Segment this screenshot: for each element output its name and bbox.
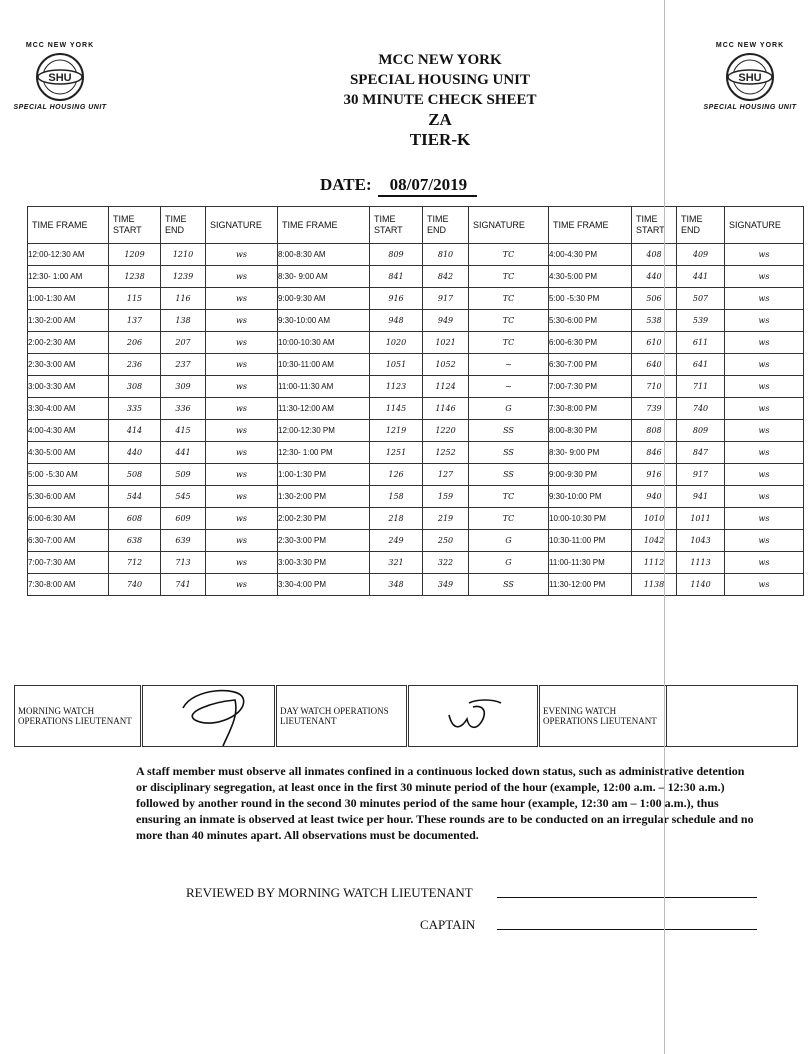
time-frame-cell: 8:30- 9:00 PM — [549, 442, 632, 464]
time-frame-cell: 11:30-12:00 AM — [278, 398, 370, 420]
signature-cell[interactable]: ws — [725, 332, 804, 354]
time-frame-cell: 6:30-7:00 PM — [549, 354, 632, 376]
time-start-cell[interactable]: 506 — [632, 288, 677, 310]
time-end-cell[interactable]: 545 — [161, 486, 206, 508]
column-header: TIME START — [370, 207, 423, 244]
time-end-cell[interactable]: 415 — [161, 420, 206, 442]
time-frame-cell: 6:30-7:00 AM — [28, 530, 109, 552]
time-end-cell[interactable]: 441 — [677, 266, 725, 288]
time-start-cell[interactable]: 1251 — [370, 442, 423, 464]
time-start-cell[interactable]: 335 — [109, 398, 161, 420]
signature-cell[interactable]: ws — [206, 332, 278, 354]
time-end-cell[interactable]: 810 — [423, 244, 469, 266]
signature-cell[interactable]: ws — [206, 244, 278, 266]
signature-cell[interactable]: ws — [725, 310, 804, 332]
time-start-cell[interactable]: 137 — [109, 310, 161, 332]
table-row — [28, 574, 804, 596]
time-start-cell[interactable]: 808 — [632, 420, 677, 442]
time-frame-cell: 6:00-6:30 PM — [549, 332, 632, 354]
table-row — [28, 442, 804, 464]
time-end-cell[interactable]: 1011 — [677, 508, 725, 530]
column-header: TIME END — [161, 207, 206, 244]
time-frame-cell: 10:00-10:30 PM — [549, 508, 632, 530]
signature-cell[interactable]: TC — [469, 486, 549, 508]
logo-top-text: MCC NEW YORK — [25, 42, 95, 49]
signature-cell[interactable]: TC — [469, 266, 549, 288]
time-start-cell[interactable]: 608 — [109, 508, 161, 530]
signature-cell[interactable]: ~ — [469, 354, 549, 376]
time-frame-cell: 6:00-6:30 AM — [28, 508, 109, 530]
time-start-cell[interactable]: 206 — [109, 332, 161, 354]
time-start-cell[interactable]: 712 — [109, 552, 161, 574]
evening-watch-label: EVENING WATCH OPERATIONS LIEUTENANT — [539, 686, 667, 747]
time-start-cell[interactable]: 809 — [370, 244, 423, 266]
document-header — [250, 50, 630, 150]
time-frame-cell: 3:00-3:30 PM — [278, 552, 370, 574]
time-frame-cell: 9:30-10:00 PM — [549, 486, 632, 508]
time-end-cell[interactable]: 138 — [161, 310, 206, 332]
time-frame-cell: 8:00-8:30 AM — [278, 244, 370, 266]
time-frame-cell: 8:00-8:30 PM — [549, 420, 632, 442]
time-end-cell[interactable]: 507 — [677, 288, 725, 310]
time-frame-cell: 7:00-7:30 PM — [549, 376, 632, 398]
signature-cell[interactable]: ws — [725, 574, 804, 596]
signature-cell[interactable]: ws — [725, 442, 804, 464]
reviewed-by-label: REVIEWED BY MORNING WATCH LIEUTENANT — [186, 885, 473, 900]
time-frame-cell: 5:00 -5:30 AM — [28, 464, 109, 486]
svg-text:SHU: SHU — [48, 72, 72, 84]
time-end-cell[interactable]: 847 — [677, 442, 725, 464]
time-frame-cell: 11:30-12:00 PM — [549, 574, 632, 596]
signature-cell[interactable]: ws — [725, 354, 804, 376]
time-end-cell[interactable]: 1124 — [423, 376, 469, 398]
time-frame-cell: 10:30-11:00 PM — [549, 530, 632, 552]
time-frame-cell: 3:30-4:00 AM — [28, 398, 109, 420]
shu-seal-icon — [725, 52, 775, 102]
signature-cell[interactable]: ws — [725, 376, 804, 398]
time-frame-cell: 10:00-10:30 AM — [278, 332, 370, 354]
time-start-cell[interactable]: 126 — [370, 464, 423, 486]
time-frame-cell: 9:00-9:30 PM — [549, 464, 632, 486]
signature-cell[interactable]: SS — [469, 442, 549, 464]
header-facility: MCC NEW YORK — [378, 52, 502, 68]
time-frame-cell: 11:00-11:30 AM — [278, 376, 370, 398]
time-end-cell[interactable]: 116 — [161, 288, 206, 310]
signature-cell[interactable]: SS — [469, 574, 549, 596]
time-frame-cell: 4:30-5:00 PM — [549, 266, 632, 288]
time-frame-cell: 11:00-11:30 PM — [549, 552, 632, 574]
logo-top-text: MCC NEW YORK — [715, 42, 785, 49]
svg-text:SHU: SHU — [738, 72, 762, 84]
time-start-cell[interactable]: 408 — [632, 244, 677, 266]
time-start-cell[interactable]: 1042 — [632, 530, 677, 552]
signature-cell[interactable]: TC — [469, 288, 549, 310]
time-frame-cell: 2:00-2:30 AM — [28, 332, 109, 354]
time-start-cell[interactable]: 610 — [632, 332, 677, 354]
time-end-cell[interactable]: 207 — [161, 332, 206, 354]
date-label: DATE: — [320, 175, 372, 194]
column-header: TIME END — [677, 207, 725, 244]
time-start-cell[interactable]: 1209 — [109, 244, 161, 266]
table-row — [28, 266, 804, 288]
header-sheet-title: 30 MINUTE CHECK SHEET — [343, 92, 537, 108]
signature-cell[interactable]: SS — [469, 420, 549, 442]
time-start-cell[interactable]: 940 — [632, 486, 677, 508]
time-frame-cell: 1:30-2:00 PM — [278, 486, 370, 508]
time-start-cell[interactable]: 440 — [632, 266, 677, 288]
time-end-cell[interactable]: 1146 — [423, 398, 469, 420]
column-header: TIME FRAME — [549, 207, 632, 244]
time-frame-cell: 1:00-1:30 PM — [278, 464, 370, 486]
time-frame-cell: 10:30-11:00 AM — [278, 354, 370, 376]
time-start-cell[interactable]: 236 — [109, 354, 161, 376]
time-frame-cell: 12:30- 1:00 AM — [28, 266, 109, 288]
time-start-cell[interactable]: 739 — [632, 398, 677, 420]
table-row — [28, 398, 804, 420]
time-start-cell[interactable]: 538 — [632, 310, 677, 332]
signature-cell[interactable]: TC — [469, 310, 549, 332]
watch-signoff-table — [14, 685, 798, 747]
table-row — [28, 354, 804, 376]
time-frame-cell: 4:30-5:00 AM — [28, 442, 109, 464]
time-end-cell[interactable]: 509 — [161, 464, 206, 486]
time-frame-cell: 4:00-4:30 PM — [549, 244, 632, 266]
logo-bottom-text: SPECIAL HOUSING UNIT — [13, 104, 107, 111]
table-row — [28, 464, 804, 486]
signature-cell[interactable]: ~ — [469, 376, 549, 398]
table-row — [28, 288, 804, 310]
day-signature-mark — [409, 693, 537, 739]
table-row — [28, 508, 804, 530]
signature-cell[interactable]: ws — [206, 310, 278, 332]
time-frame-cell: 7:00-7:30 AM — [28, 552, 109, 574]
time-start-cell[interactable]: 348 — [370, 574, 423, 596]
time-end-cell[interactable]: 609 — [161, 508, 206, 530]
time-frame-cell: 3:30-4:00 PM — [278, 574, 370, 596]
time-start-cell[interactable]: 841 — [370, 266, 423, 288]
time-end-cell[interactable]: 809 — [677, 420, 725, 442]
logo-bottom-text: SPECIAL HOUSING UNIT — [703, 104, 797, 111]
time-frame-cell: 3:00-3:30 AM — [28, 376, 109, 398]
signature-cell[interactable]: ws — [206, 574, 278, 596]
header-unit: SPECIAL HOUSING UNIT — [349, 72, 531, 88]
time-end-cell[interactable]: 842 — [423, 266, 469, 288]
signature-cell[interactable]: ws — [725, 266, 804, 288]
time-end-cell[interactable]: 1021 — [423, 332, 469, 354]
column-header: TIME START — [109, 207, 161, 244]
column-header: SIGNATURE — [469, 207, 549, 244]
time-end-cell[interactable]: 250 — [423, 530, 469, 552]
time-frame-cell: 5:00 -5:30 PM — [549, 288, 632, 310]
column-header: TIME FRAME — [278, 207, 370, 244]
time-start-cell[interactable]: 321 — [370, 552, 423, 574]
date-value: 08/07/2019 — [378, 175, 477, 197]
signature-cell[interactable]: ws — [206, 420, 278, 442]
signature-cell[interactable]: ws — [725, 508, 804, 530]
table-row — [28, 376, 804, 398]
time-frame-cell: 4:00-4:30 AM — [28, 420, 109, 442]
time-end-cell[interactable]: 711 — [677, 376, 725, 398]
time-end-cell[interactable]: 322 — [423, 552, 469, 574]
time-start-cell[interactable]: 440 — [109, 442, 161, 464]
time-frame-cell: 2:30-3:00 AM — [28, 354, 109, 376]
signature-cell[interactable]: ws — [206, 354, 278, 376]
signature-cell[interactable]: TC — [469, 332, 549, 354]
captain-label: CAPTAIN — [420, 917, 476, 932]
time-end-cell[interactable]: 1220 — [423, 420, 469, 442]
time-end-cell[interactable]: 639 — [161, 530, 206, 552]
signature-cell[interactable]: G — [469, 530, 549, 552]
signature-cell[interactable]: ws — [725, 530, 804, 552]
time-start-cell[interactable]: 948 — [370, 310, 423, 332]
time-start-cell[interactable]: 638 — [109, 530, 161, 552]
time-frame-cell: 9:30-10:00 AM — [278, 310, 370, 332]
time-start-cell[interactable]: 544 — [109, 486, 161, 508]
time-end-cell[interactable]: 349 — [423, 574, 469, 596]
time-end-cell[interactable]: 949 — [423, 310, 469, 332]
table-header-row — [28, 207, 804, 244]
time-start-cell[interactable]: 640 — [632, 354, 677, 376]
time-end-cell[interactable]: 917 — [423, 288, 469, 310]
signature-cell[interactable]: ws — [725, 552, 804, 574]
time-frame-cell: 2:30-3:00 PM — [278, 530, 370, 552]
signature-cell[interactable]: ws — [206, 486, 278, 508]
time-end-cell[interactable]: 1140 — [677, 574, 725, 596]
column-header: TIME START — [632, 207, 677, 244]
time-start-cell[interactable]: 1020 — [370, 332, 423, 354]
time-start-cell[interactable]: 249 — [370, 530, 423, 552]
time-frame-cell: 12:00-12:30 PM — [278, 420, 370, 442]
table-row — [28, 310, 804, 332]
signature-cell[interactable]: ws — [206, 552, 278, 574]
signature-cell[interactable]: SS — [469, 464, 549, 486]
time-end-cell[interactable]: 159 — [423, 486, 469, 508]
time-end-cell[interactable]: 336 — [161, 398, 206, 420]
signature-cell[interactable]: ws — [206, 398, 278, 420]
time-frame-cell: 2:00-2:30 PM — [278, 508, 370, 530]
time-start-cell[interactable]: 414 — [109, 420, 161, 442]
signature-cell[interactable]: ws — [206, 288, 278, 310]
policy-notice: A staff member must observe all inmates confined in a continuous locked down status, such as administrative detention or disciplinary segregation, at least once in the first 30 minute period of the hour (example, 12:00 a.m. – 12:30 a.m.) followed by another round in the second 30 minutes period of the same hour (example, 12:30 am – 1:00 a.m.), thus ensuring an inmate is observed at least twice per hour. These rounds are to be conducted on an irregular schedule and no more than 40 minutes apart. All observations must be documented. — [136, 764, 754, 842]
time-end-cell[interactable]: 539 — [677, 310, 725, 332]
time-end-cell[interactable]: 409 — [677, 244, 725, 266]
time-frame-cell: 5:30-6:00 AM — [28, 486, 109, 508]
shu-seal-icon — [35, 52, 85, 102]
time-end-cell[interactable]: 1210 — [161, 244, 206, 266]
signature-cell[interactable]: ws — [725, 464, 804, 486]
time-end-cell[interactable]: 740 — [677, 398, 725, 420]
time-frame-cell: 9:00-9:30 AM — [278, 288, 370, 310]
time-start-cell[interactable]: 1123 — [370, 376, 423, 398]
time-end-cell[interactable]: 441 — [161, 442, 206, 464]
signature-cell[interactable]: ws — [206, 464, 278, 486]
time-end-cell[interactable]: 1052 — [423, 354, 469, 376]
signature-cell[interactable]: G — [469, 552, 549, 574]
header-zone: ZA — [428, 110, 452, 129]
signature-cell[interactable]: ws — [725, 244, 804, 266]
table-row — [28, 420, 804, 442]
time-frame-cell: 1:00-1:30 AM — [28, 288, 109, 310]
time-end-cell[interactable]: 641 — [677, 354, 725, 376]
signature-cell[interactable]: ws — [206, 508, 278, 530]
time-start-cell[interactable]: 218 — [370, 508, 423, 530]
column-header: SIGNATURE — [725, 207, 804, 244]
signature-cell[interactable]: TC — [469, 244, 549, 266]
table-row — [28, 486, 804, 508]
time-frame-cell: 1:30-2:00 AM — [28, 310, 109, 332]
signature-cell[interactable]: TC — [469, 508, 549, 530]
time-end-cell[interactable]: 713 — [161, 552, 206, 574]
time-start-cell[interactable]: 1238 — [109, 266, 161, 288]
time-frame-cell: 5:30-6:00 PM — [549, 310, 632, 332]
time-start-cell[interactable]: 1010 — [632, 508, 677, 530]
time-start-cell[interactable]: 846 — [632, 442, 677, 464]
time-end-cell[interactable]: 1239 — [161, 266, 206, 288]
evening-watch-signature[interactable] — [667, 686, 798, 747]
time-start-cell[interactable]: 740 — [109, 574, 161, 596]
captain-signature-line[interactable] — [497, 929, 757, 930]
morning-signature-mark — [143, 686, 273, 746]
time-frame-cell: 12:00-12:30 AM — [28, 244, 109, 266]
signature-cell[interactable]: G — [469, 398, 549, 420]
day-watch-signature[interactable] — [408, 686, 539, 747]
time-start-cell[interactable]: 1219 — [370, 420, 423, 442]
time-start-cell[interactable]: 1112 — [632, 552, 677, 574]
time-end-cell[interactable]: 219 — [423, 508, 469, 530]
signature-cell[interactable]: ws — [206, 376, 278, 398]
time-frame-cell: 12:30- 1:00 PM — [278, 442, 370, 464]
signature-cell[interactable]: ws — [725, 288, 804, 310]
table-row — [28, 552, 804, 574]
table-row — [28, 530, 804, 552]
column-header: TIME END — [423, 207, 469, 244]
time-end-cell[interactable]: 1252 — [423, 442, 469, 464]
time-end-cell[interactable]: 941 — [677, 486, 725, 508]
time-start-cell[interactable]: 1051 — [370, 354, 423, 376]
column-header: SIGNATURE — [206, 207, 278, 244]
time-start-cell[interactable]: 1138 — [632, 574, 677, 596]
check-table — [27, 206, 804, 596]
time-start-cell[interactable]: 916 — [370, 288, 423, 310]
table-row — [28, 332, 804, 354]
time-start-cell[interactable]: 308 — [109, 376, 161, 398]
time-start-cell[interactable]: 508 — [109, 464, 161, 486]
signature-cell[interactable]: ws — [725, 420, 804, 442]
time-end-cell[interactable]: 237 — [161, 354, 206, 376]
time-frame-cell: 7:30-8:00 PM — [549, 398, 632, 420]
time-start-cell[interactable]: 158 — [370, 486, 423, 508]
time-end-cell[interactable]: 1043 — [677, 530, 725, 552]
date-line — [320, 175, 477, 197]
time-end-cell[interactable]: 127 — [423, 464, 469, 486]
time-start-cell[interactable]: 115 — [109, 288, 161, 310]
day-watch-label: DAY WATCH OPERATIONS LIEUTENANT — [276, 686, 408, 747]
shu-logo-right — [700, 42, 800, 111]
table-row — [28, 244, 804, 266]
signature-cell[interactable]: ws — [206, 530, 278, 552]
time-end-cell[interactable]: 741 — [161, 574, 206, 596]
time-end-cell[interactable]: 917 — [677, 464, 725, 486]
reviewed-by-signature-line[interactable] — [497, 897, 757, 898]
time-end-cell[interactable]: 309 — [161, 376, 206, 398]
column-header: TIME FRAME — [28, 207, 109, 244]
signature-cell[interactable]: ws — [725, 398, 804, 420]
time-start-cell[interactable]: 1145 — [370, 398, 423, 420]
header-tier: TIER-K — [409, 130, 471, 149]
time-frame-cell: 8:30- 9:00 AM — [278, 266, 370, 288]
paper-fold-line — [664, 0, 665, 1054]
signature-cell[interactable]: ws — [725, 486, 804, 508]
time-frame-cell: 7:30-8:00 AM — [28, 574, 109, 596]
morning-watch-label: MORNING WATCH OPERATIONS LIEUTENANT — [15, 686, 142, 747]
signature-cell[interactable]: ws — [206, 442, 278, 464]
shu-logo-left — [10, 42, 110, 111]
time-start-cell[interactable]: 710 — [632, 376, 677, 398]
time-end-cell[interactable]: 1113 — [677, 552, 725, 574]
time-end-cell[interactable]: 611 — [677, 332, 725, 354]
morning-watch-signature[interactable] — [142, 686, 276, 747]
time-start-cell[interactable]: 916 — [632, 464, 677, 486]
signature-cell[interactable]: ws — [206, 266, 278, 288]
